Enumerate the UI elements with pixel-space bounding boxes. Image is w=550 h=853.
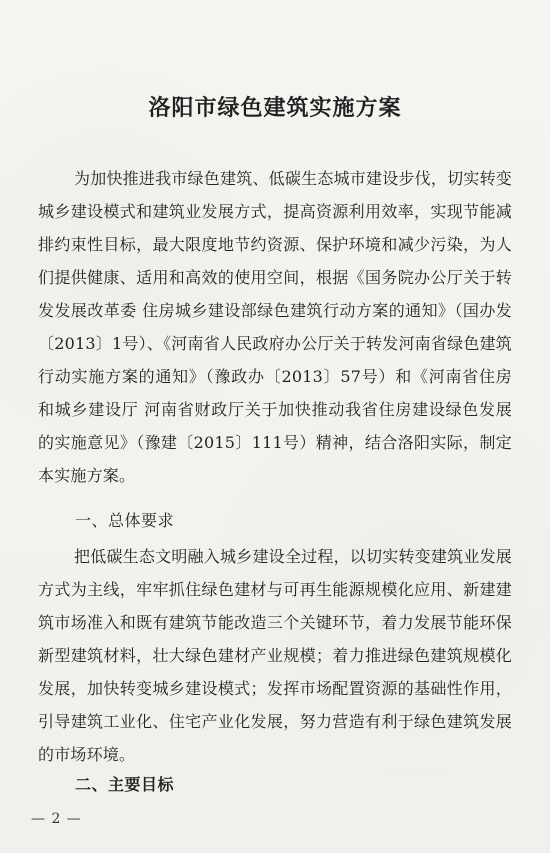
intro-paragraph: 为加快推进我市绿色建筑、低碳生态城市建设步伐，切实转变城乡建设模式和建筑业发展方式，提高资源利用效率，实现节能减排约束性目标，最大限度地节约资源、保护环境和减少污染，为人们提供健康、适用和高效的使用空间，根据《国务院办公厅关于转发发展改革委 住房城乡建设部绿色建筑行动方案的通知》（国办发〔2013〕1号）、《河南省人民政府办公厅关于转发河南省绿色建筑行动实施方案的通知》（豫政办〔2013〕57号）和《河南省住房和城乡建设厅 河南省财政厅关于加快推动我省住房建设绿色发展的实施意见》（豫建〔2015〕111号）精神，结合洛阳实际，制定本实施方案。 (38, 169, 512, 485)
section-heading-main-goals: 二、主要目标 (75, 775, 175, 794)
general-requirements-paragraph: 把低碳生态文明融入城乡建设全过程，以切实转变建筑业发展方式为主线，牢牢抓住绿色建材与可再生能源规模化应用、新建建筑市场准入和既有建筑节能改造三个关键环节，着力发展节能环保新型建筑材料，壮大绿色建材产业规模；着力推进绿色建筑规模化发展，加快转变城乡建设模式；发挥市场配置资源的基础性作用，引导建筑工业化、住宅产业化发展，努力营造有利于绿色建筑发展的市场环境。 (38, 547, 512, 764)
section-heading-general-requirements: 一、总体要求 (75, 511, 175, 530)
page-number: — 2 — (31, 811, 82, 827)
document-title: 洛阳市绿色建筑实施方案 (148, 95, 402, 121)
